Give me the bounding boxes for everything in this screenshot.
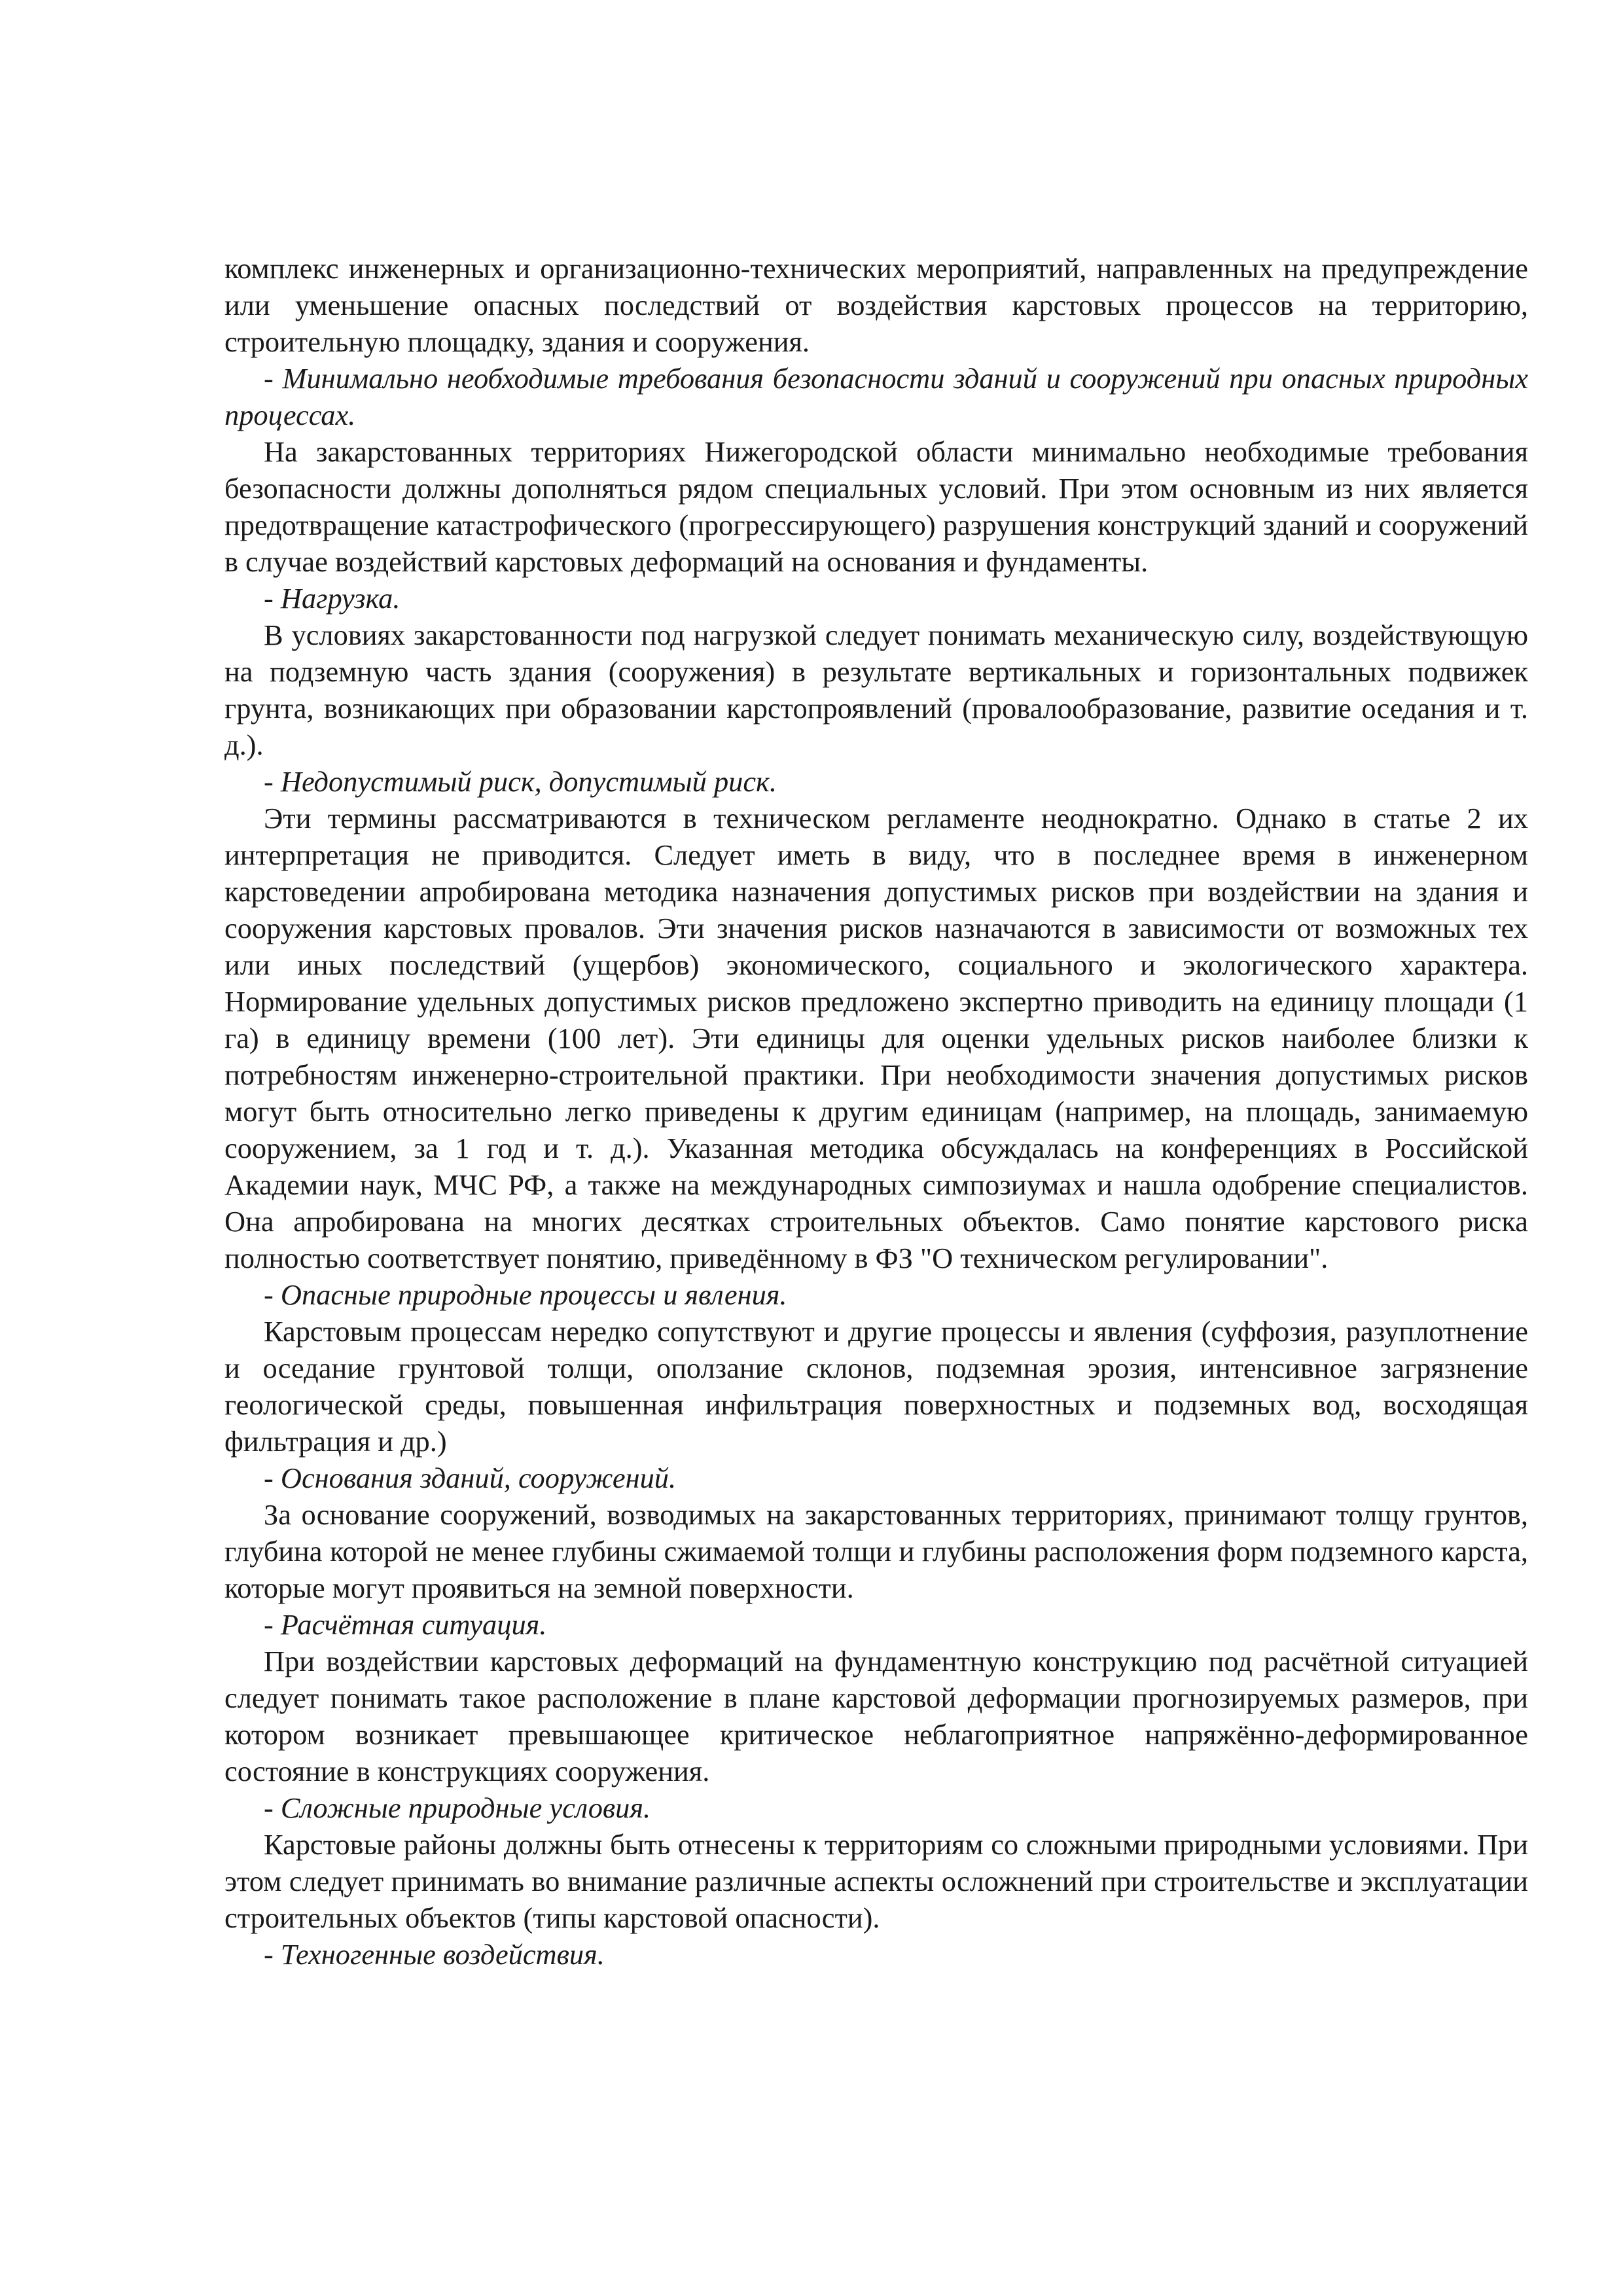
- heading-technogenic-impacts: - Техногенные воздействия.: [264, 1938, 605, 1971]
- heading-risk: - Недопустимый риск, допустимый риск.: [264, 765, 777, 798]
- paragraph-hazardous-processes: Карстовым процессам нередко сопутствуют и другие процессы и явления (суффозия, разуплотнение и оседание грунтовой толщи, оползание склонов, подземная эрозия, интенсивное загрязнение геологической среды, повышенная инфильтрация поверхностных и подземных вод, восходящая фильтрация и др.): [224, 1315, 1528, 1458]
- paragraph-complex-conditions: Карстовые районы должны быть отнесены к территориям со сложными природными условиями. При этом следует принимать во внимание различные аспекты осложнений при строительстве и эксплуатации строительных объектов (типы карстовой опасности).: [224, 1828, 1528, 1934]
- paragraph-foundations: За основание сооружений, возводимых на закарстованных территориях, принимают толщу грунтов, глубина которой не менее глубины сжимаемой толщи и глубины расположения форм подземного карста, которые могут проявиться на земной поверхности.: [224, 1498, 1528, 1604]
- heading-load: - Нагрузка.: [264, 582, 401, 615]
- paragraph-design-situation: При воздействии карстовых деформаций на фундаментную конструкцию под расчётной ситуацией следует понимать такое расположение в плане карстовой деформации прогнозируемых размеров, при котором возникает превышающее критическое неблагоприятное напряжённо-деформированное состояние в конструкциях сооружения.: [224, 1645, 1528, 1787]
- heading-foundations: - Основания зданий, сооружений.: [264, 1462, 677, 1494]
- heading-design-situation: - Расчётная ситуация.: [264, 1608, 547, 1641]
- paragraph-load: В условиях закарстованности под нагрузкой следует понимать механическую силу, воздействующую на подземную часть здания (сооружения) в результате вертикальных и горизонтальных подвижек грунта, возникающих при образовании карстопроявлений (провалообразование, развитие оседания и т. д.).: [224, 619, 1528, 761]
- heading-complex-conditions: - Сложные природные условия.: [264, 1791, 651, 1824]
- heading-minimum-safety-requirements: - Минимально необходимые требования безопасности зданий и сооружений при опасных природных процессах.: [224, 362, 1528, 431]
- paragraph-risk: Эти термины рассматриваются в техническом регламенте неоднократно. Однако в статье 2 их интерпретация не приводится. Следует иметь в виду, что в последнее время в инженерном карстоведении апробирована методика назначения допустимых рисков при воздействии на здания и сооружения карстовых провалов. Эти значения рисков назначаются в зависимости от возможных тех или иных последствий (ущербов) экономического, социального и экологического характера. Нормирование удельных допустимых рисков предложено экспертно приводить на единицу площади (1 га) в единицу времени (100 лет). Эти единицы для оценки удельных рисков наиболее близки к потребностям инженерно-строительной практики. При необходимости значения допустимых рисков могут быть относительно легко приведены к другим единицам (например, на площадь, занимаемую сооружением, за 1 год и т. д.). Указанная методика обсуждалась на конференциях в Российской Академии наук, МЧС РФ, а также на международных симпозиумах и нашла одобрение специалистов. Она апробирована на многих десятках строительных объектов. Само понятие карстового риска полностью соответствует понятию, приведённому в ФЗ "О техническом регулировании".: [224, 802, 1528, 1274]
- paragraph-karst-protection-definition: комплекс инженерных и организационно-технических мероприятий, направленных на предупреждение или уменьшение опасных последствий от воздействия карстовых процессов на территорию, строительную площадку, здания и сооружения.: [224, 252, 1528, 358]
- paragraph-minimum-safety-requirements: На закарстованных территориях Нижегородской области минимально необходимые требования безопасности должны дополняться рядом специальных условий. При этом основным из них является предотвращение катастрофического (прогрессирующего) разрушения конструкций зданий и сооружений в случае воздействий карстовых деформаций на основания и фундаменты.: [224, 435, 1528, 578]
- heading-hazardous-processes: - Опасные природные процессы и явления.: [264, 1278, 787, 1311]
- document-page: [224, 250, 1528, 1973]
